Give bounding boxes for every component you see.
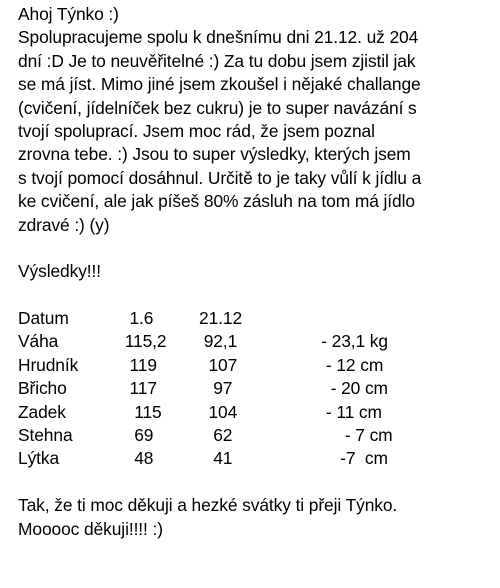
start-value: 119: [120, 354, 157, 375]
text-line: dní :D Je to neuvěřitelné :) Za tu dobu jsem zjistil jak: [18, 50, 416, 71]
row-label: Lýtka: [18, 448, 60, 469]
row-label: Datum: [18, 308, 69, 329]
row-label: Břicho: [18, 378, 67, 399]
end-value: 107: [199, 354, 238, 375]
row-label: Váha: [18, 331, 59, 352]
difference-value: - 11 cm: [307, 401, 382, 422]
row-label: Zadek: [18, 401, 66, 422]
start-value: 1.6: [120, 308, 154, 329]
start-value: 115: [120, 401, 162, 422]
table-row: [18, 330, 496, 353]
table-row: [18, 354, 496, 377]
results-heading: Výsledky!!!: [18, 261, 101, 282]
end-value: 21.12: [199, 308, 243, 329]
text-line: (cvičení, jídelníček bez cukru) je to super navázání s: [18, 97, 417, 118]
text-line: se má jíst. Mimo jiné jsem zkoušel i nějaké challange: [18, 74, 421, 95]
message-text: [18, 3, 496, 541]
end-value: 104: [199, 401, 238, 422]
table-row: [18, 401, 496, 424]
difference-value: - 20 cm: [307, 378, 388, 399]
text-line: Ahoj Týnko :): [18, 4, 119, 24]
text-line: tvojí spoluprací. Jsem moc rád, že jsem poznal: [18, 120, 375, 141]
text-line: zdravé :) (y): [18, 214, 110, 235]
table-row: [18, 424, 496, 447]
difference-value: -7 cm: [307, 448, 388, 469]
table-row: [18, 447, 496, 470]
difference-value: - 12 cm: [307, 354, 384, 375]
blank-line: [18, 284, 496, 307]
text-line: zrovna tebe. :) Jsou to super výsledky, kterých jsem: [18, 144, 411, 165]
blank-line: [18, 471, 496, 494]
text-line: s tvojí pomocí dosáhnul. Určitě to je taky vůlí k jídlu a: [18, 167, 422, 188]
row-label: Hrudník: [18, 354, 79, 375]
blank-line: [18, 237, 496, 260]
start-value: 115,2: [120, 331, 167, 352]
text-line: Mooooc děkuji!!!! :): [18, 518, 163, 539]
start-value: 48: [120, 448, 154, 469]
end-value: 97: [199, 378, 233, 399]
row-label: Stehna: [18, 425, 73, 446]
text-line: Spolupracujeme spolu k dnešnímu dni 21.12. už 204: [18, 27, 419, 48]
table-row: [18, 307, 496, 330]
end-value: 41: [199, 448, 233, 469]
text-line: Tak, že ti moc děkuji a hezké svátky ti přeji Týnko.: [18, 495, 398, 516]
table-row: [18, 377, 496, 400]
start-value: 117: [120, 378, 157, 399]
text-line: ke cvičení, ale jak píšeš 80% zásluh na tom má jídlo: [18, 191, 415, 212]
difference-value: - 23,1 kg: [307, 331, 388, 352]
difference-value: - 7 cm: [307, 425, 393, 446]
start-value: 69: [120, 425, 154, 446]
end-value: 62: [199, 425, 233, 446]
results-table: [18, 307, 496, 471]
end-value: 92,1: [199, 331, 238, 352]
